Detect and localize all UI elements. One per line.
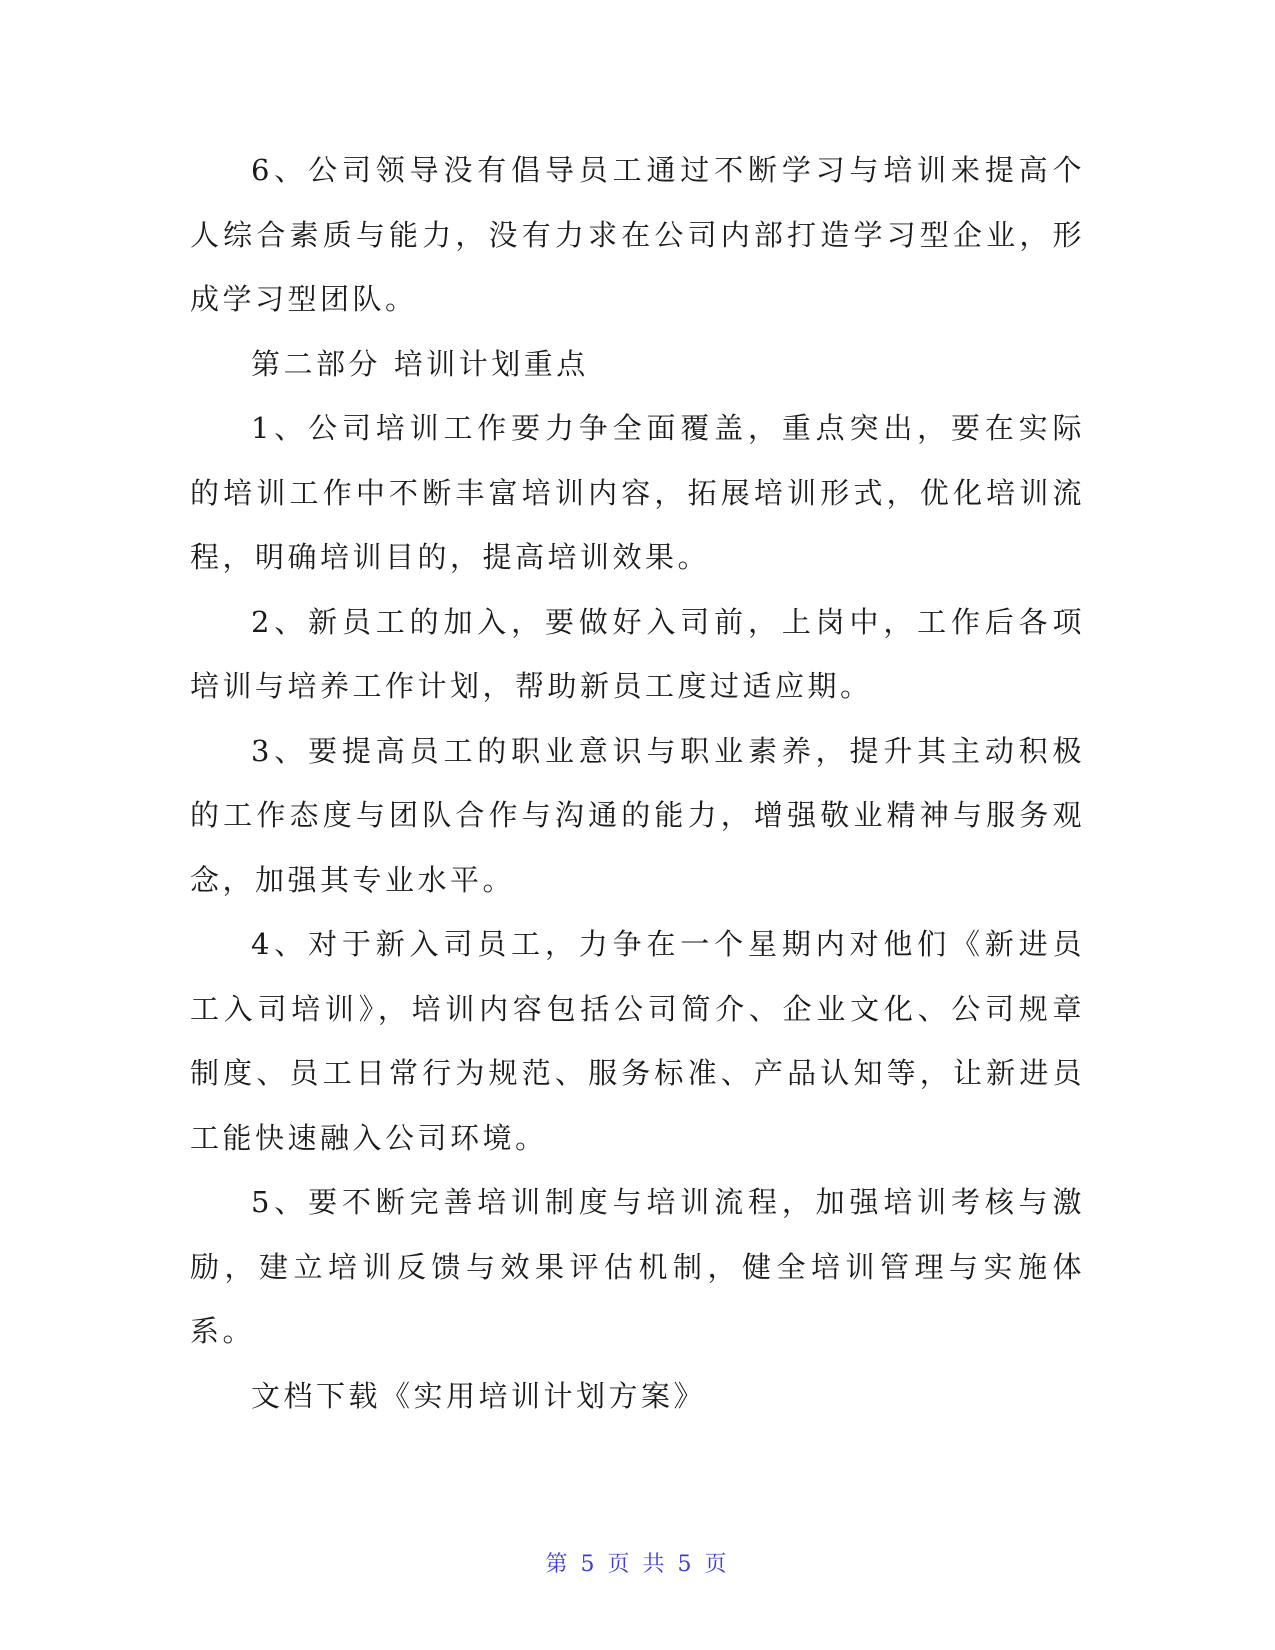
document-body	[190, 138, 1085, 1428]
paragraph-item-4: 4、对于新入司员工，力争在一个星期内对他们《新进员工入司培训》，培训内容包括公司简介、企业文化、公司规章制度、员工日常行为规范、服务标准、产品认知等，让新进员工能快速融入公司环境。	[190, 927, 1085, 1155]
paragraph-item-3: 3、要提高员工的职业意识与职业素养，提升其主动积极的工作态度与团队合作与沟通的能力，增强敬业精神与服务观念，加强其专业水平。	[190, 733, 1085, 897]
paragraph-item-6-conclusion: 6、公司领导没有倡导员工通过不断学习与培训来提高个人综合素质与能力，没有力求在公司内部打造学习型企业，形成学习型团队。	[190, 153, 1085, 316]
paragraph-item-2: 2、新员工的加入，要做好入司前，上岗中，工作后各项培训与培养工作计划，帮助新员工度过适应期。	[190, 604, 1085, 703]
paragraph-item-5: 5、要不断完善培训制度与培训流程，加强培训考核与激励，建立培训反馈与效果评估机制，健全培训管理与实施体系。	[190, 1185, 1085, 1348]
download-link-text[interactable]: 文档下载《实用培训计划方案》	[251, 1378, 707, 1413]
paragraph-item-1: 1、公司培训工作要力争全面覆盖，重点突出，要在实际的培训工作中不断丰富培训内容，拓展培训形式，优化培训流程，明确培训目的，提高培训效果。	[190, 411, 1085, 574]
page-number-footer: 第 5 页 共 5 页	[545, 1552, 730, 1577]
section-heading-part-two: 第二部分 培训计划重点	[251, 346, 589, 381]
